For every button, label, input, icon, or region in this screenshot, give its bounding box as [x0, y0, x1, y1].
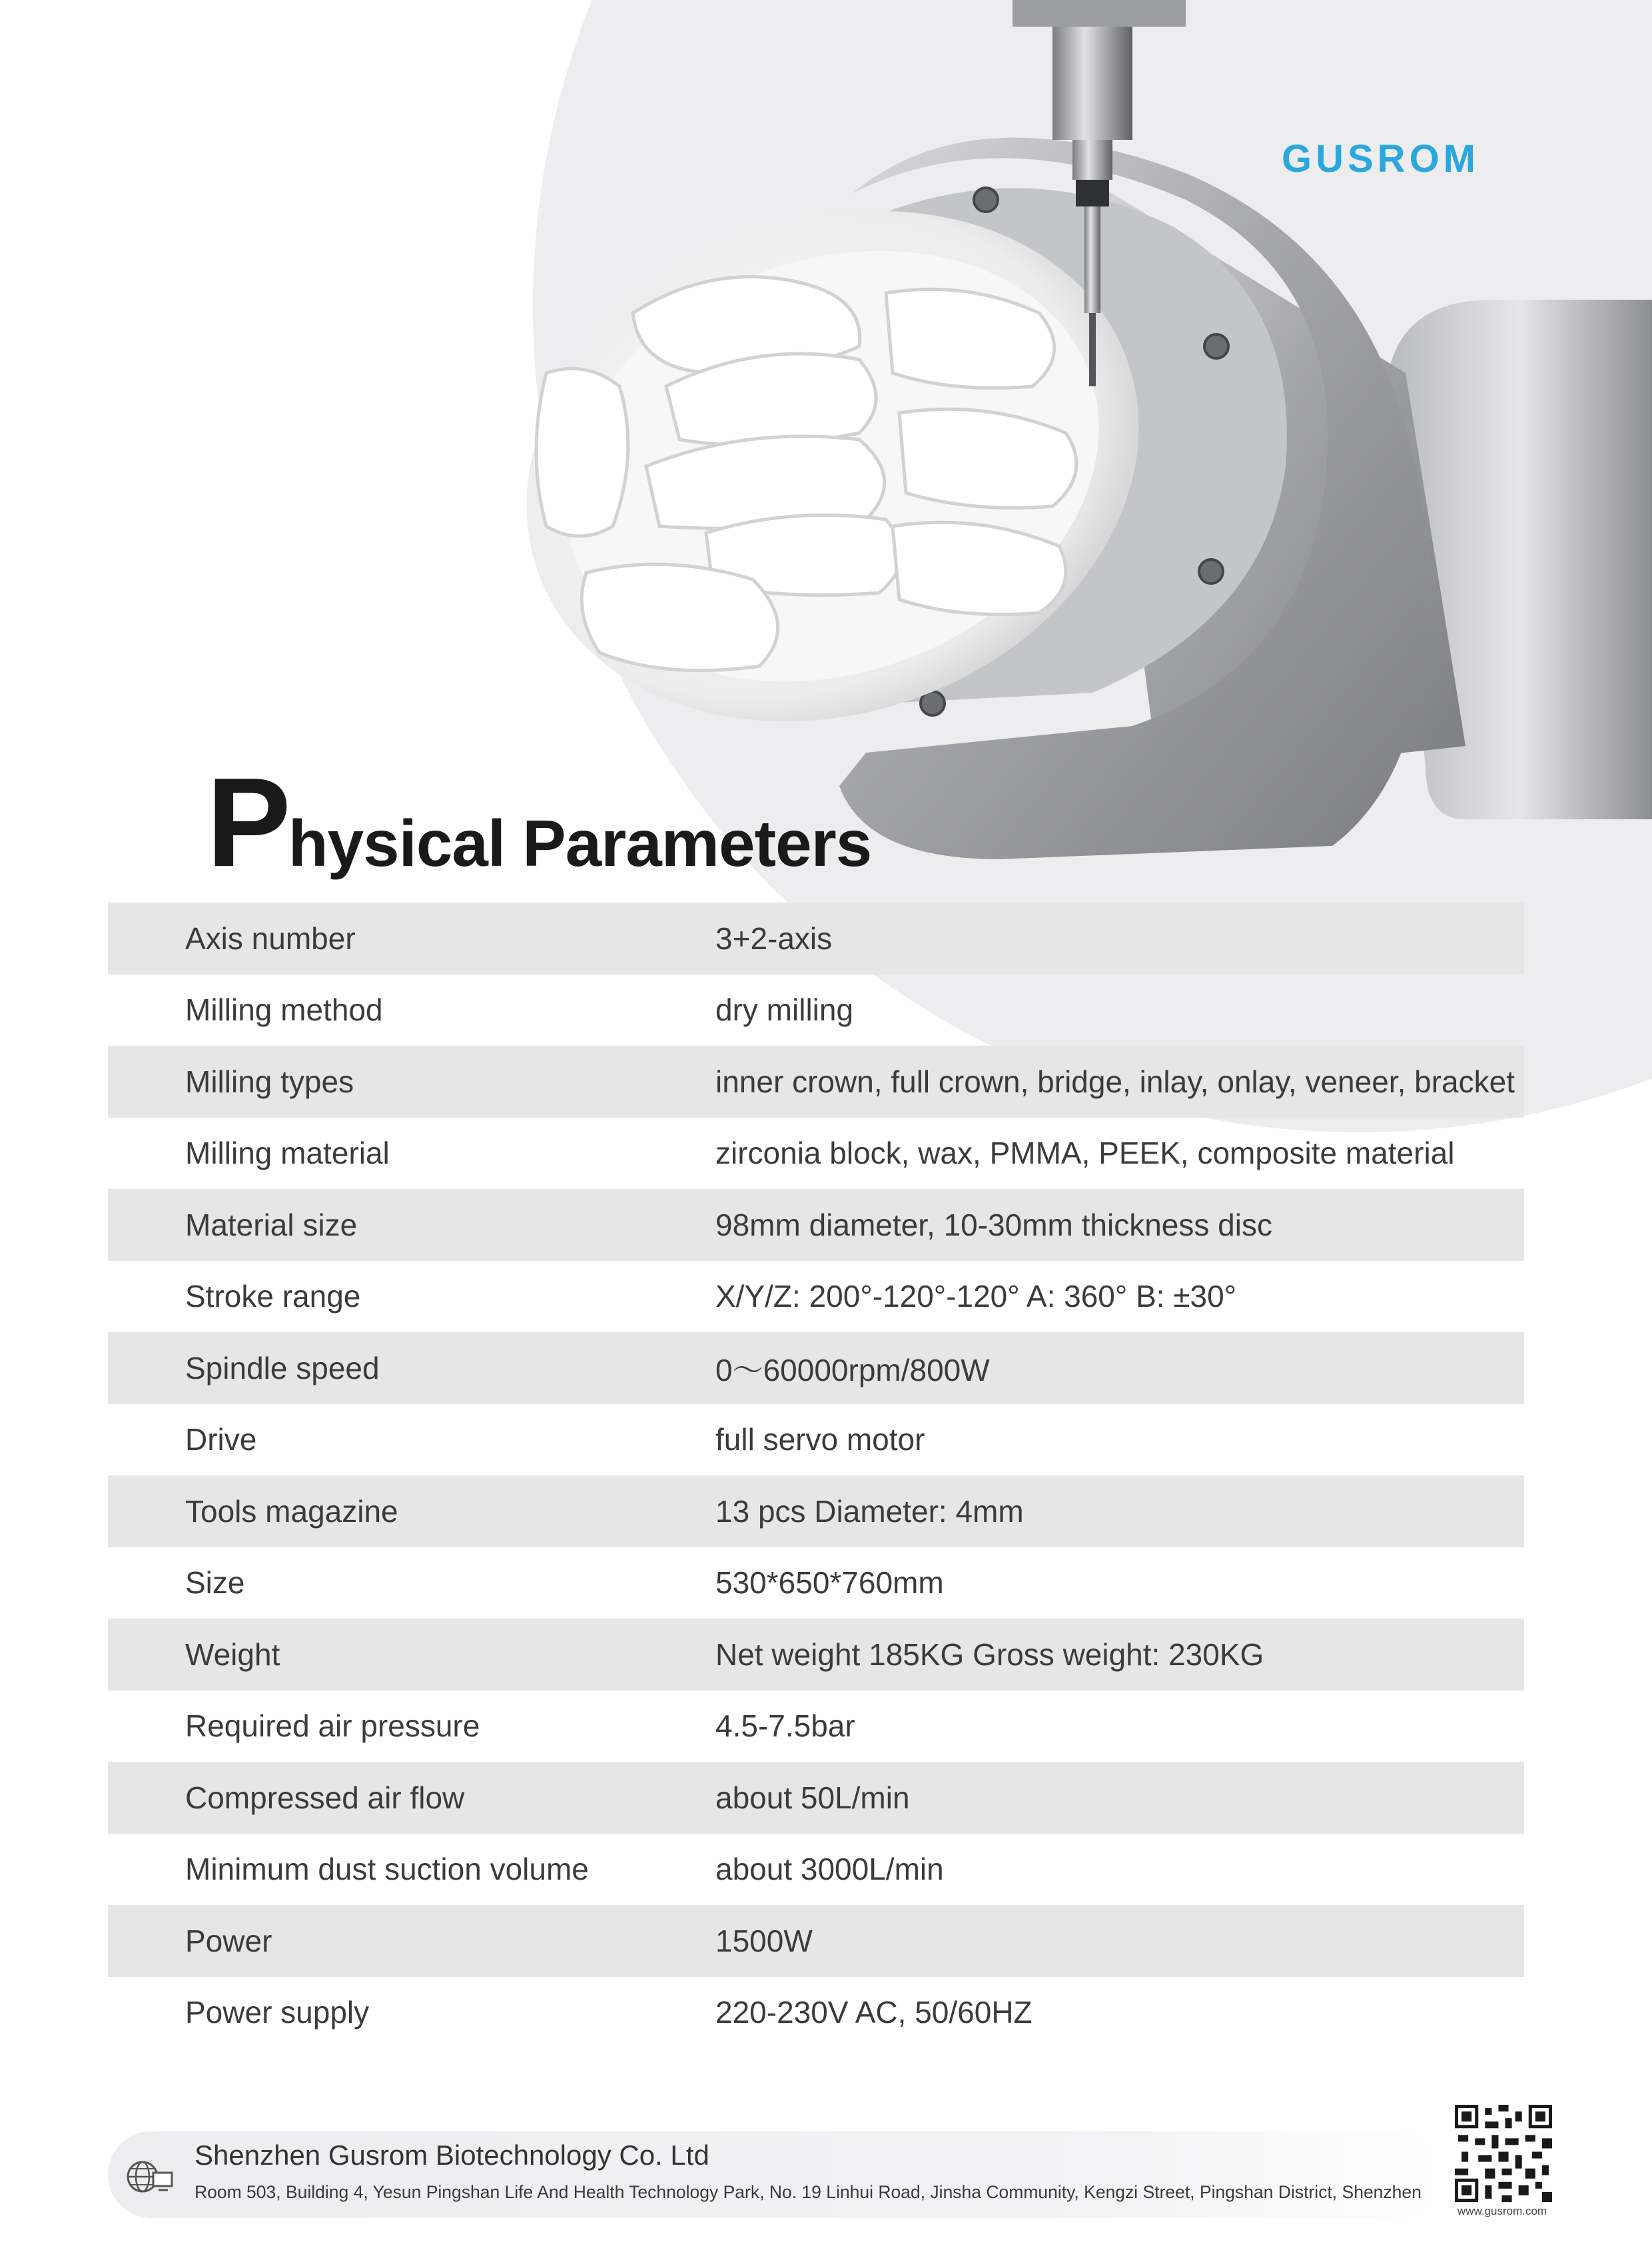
param-row	[108, 974, 1524, 1046]
param-label: Power	[185, 1923, 272, 1958]
param-row	[108, 1046, 1524, 1118]
param-row	[108, 1404, 1524, 1476]
param-row	[108, 903, 1524, 974]
parameters-table	[108, 903, 1524, 2048]
param-value: 13 pcs Diameter: 4mm	[715, 1493, 1024, 1529]
param-label: Drive	[185, 1422, 257, 1457]
param-value: about 50L/min	[715, 1780, 910, 1815]
param-row	[108, 1332, 1524, 1404]
param-row	[108, 1475, 1524, 1547]
param-label: Spindle speed	[185, 1350, 380, 1385]
param-value: 3+2-axis	[715, 921, 833, 956]
param-label: Compressed air flow	[185, 1780, 465, 1815]
company-name: Shenzhen Gusrom Biotechnology Co. Ltd	[195, 2139, 709, 2171]
param-row	[108, 1690, 1524, 1762]
param-value: Net weight 185KG Gross weight: 230KG	[715, 1637, 1264, 1672]
param-value: X/Y/Z: 200°-120°-120° A: 360° B: ±30°	[715, 1279, 1237, 1314]
param-row	[108, 1905, 1524, 1977]
param-label: Milling types	[185, 1064, 354, 1099]
param-value: 0～60000rpm/800W	[715, 1352, 990, 1387]
param-row	[108, 1118, 1524, 1190]
title-rest: hysical Parameters	[288, 807, 872, 880]
param-row	[108, 1619, 1524, 1690]
param-value: dry milling	[715, 992, 854, 1028]
param-label: Stroke range	[185, 1279, 361, 1314]
param-label: Weight	[185, 1637, 280, 1672]
brand-logo: GUSROM	[1282, 137, 1479, 181]
param-row	[108, 1189, 1524, 1261]
param-row	[108, 1261, 1524, 1333]
param-label: Power supply	[185, 1995, 370, 2030]
param-label: Minimum dust suction volume	[185, 1852, 589, 1887]
param-label: Milling material	[185, 1136, 390, 1171]
param-label: Material size	[185, 1207, 358, 1242]
param-row	[108, 1977, 1524, 2049]
param-label: Size	[185, 1565, 245, 1601]
param-value: 530*650*760mm	[715, 1565, 944, 1601]
qr-code-icon[interactable]	[1455, 2105, 1552, 2202]
param-value: about 3000L/min	[715, 1852, 944, 1887]
footer-contact	[108, 2131, 1440, 2218]
param-label: Required air pressure	[185, 1708, 480, 1744]
param-label: Milling method	[185, 992, 383, 1028]
param-value: 98mm diameter, 10-30mm thickness disc	[715, 1207, 1272, 1242]
website-url[interactable]: www.gusrom.com	[1457, 2205, 1547, 2217]
param-label: Tools magazine	[185, 1493, 398, 1529]
company-address: Room 503, Building 4, Yesun Pingshan Life And Health Technology Park, No. 19 Linhui Road, Jinsha Community, Kengzi Street, Pingshan District, Shenzhen	[195, 2182, 1422, 2202]
param-value: zirconia block, wax, PMMA, PEEK, composite material	[715, 1136, 1455, 1171]
param-row	[108, 1834, 1524, 1906]
param-row	[108, 1762, 1524, 1834]
param-label: Axis number	[185, 921, 356, 956]
param-value: full servo motor	[715, 1422, 925, 1457]
page-title	[206, 752, 872, 893]
param-row	[108, 1547, 1524, 1619]
param-value: 220-230V AC, 50/60HZ	[715, 1995, 1032, 2030]
globe-computer-icon	[124, 2157, 177, 2197]
title-first-letter: P	[206, 752, 288, 893]
param-value: 1500W	[715, 1923, 813, 1958]
param-value: 4.5-7.5bar	[715, 1708, 855, 1744]
param-value: inner crown, full crown, bridge, inlay, onlay, veneer, bracket	[715, 1064, 1515, 1099]
